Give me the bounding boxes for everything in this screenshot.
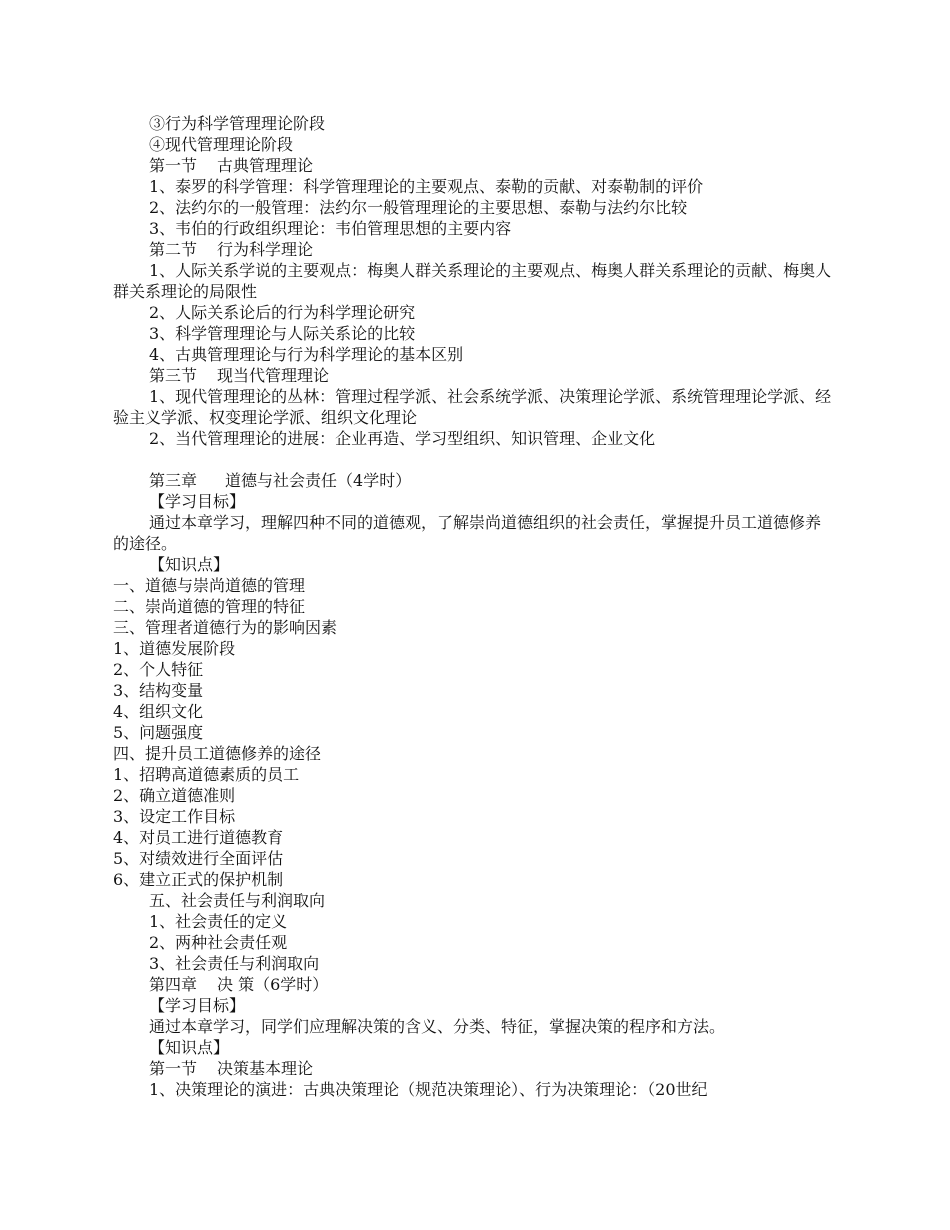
chapter-title: 决 策（6学时） <box>217 975 329 994</box>
paragraph: 1、人际关系学说的主要观点：梅奥人群关系理论的主要观点、梅奥人群关系理论的贡献、梅奥人群关系理论的局限性 <box>113 261 832 301</box>
list-item: 4、对员工进行道德教育 <box>113 828 284 847</box>
blank-line <box>113 449 833 470</box>
text-line: 2、人际关系论后的行为科学理论研究 <box>149 303 416 322</box>
list-item: 1、招聘高道德素质的员工 <box>113 765 300 784</box>
section-label: 第三节 <box>149 366 198 385</box>
list-item: 6、建立正式的保护机制 <box>113 870 284 889</box>
document-body <box>113 113 833 1100</box>
section-heading <box>113 365 833 386</box>
list-item: 3、结构变量 <box>113 681 204 700</box>
text-line: ④现代管理理论阶段 <box>149 135 294 154</box>
list-item: 2、确立道德准则 <box>113 786 236 805</box>
list-item: 三、管理者道德行为的影响因素 <box>113 618 338 637</box>
text-line: 2、法约尔的一般管理：法约尔一般管理理论的主要思想、泰勒与法约尔比较 <box>149 198 688 217</box>
list-item: 3、设定工作目标 <box>113 807 236 826</box>
list-item: 5、问题强度 <box>113 723 204 742</box>
text-line: 1、决策理论的演进：古典决策理论（规范决策理论）、行为决策理论：（20世纪 <box>149 1080 708 1099</box>
section-label: 第一节 <box>149 1059 198 1078</box>
text-line: 4、古典管理理论与行为科学理论的基本区别 <box>149 345 464 364</box>
text-line: 1、泰罗的科学管理：科学管理理论的主要观点、泰勒的贡献、对泰勒制的评价 <box>149 177 704 196</box>
chapter-label: 第三章 <box>149 471 198 490</box>
list-item: 4、组织文化 <box>113 702 204 721</box>
section-label: 第一节 <box>149 156 198 175</box>
section-label: 第二节 <box>149 240 198 259</box>
section-heading: 五、社会责任与利润取向 <box>149 891 326 910</box>
section-heading <box>113 239 833 260</box>
text-line: ③行为科学管理理论阶段 <box>149 114 326 133</box>
list-item: 2、个人特征 <box>113 660 204 679</box>
knowledge-heading: 【知识点】 <box>149 1038 230 1057</box>
list-item: 2、两种社会责任观 <box>149 933 288 952</box>
text-line: 3、科学管理理论与人际关系论的比较 <box>149 324 416 343</box>
knowledge-heading: 【知识点】 <box>149 555 230 574</box>
section-heading <box>113 1058 833 1079</box>
list-item: 1、社会责任的定义 <box>149 912 288 931</box>
list-item: 二、崇尚道德的管理的特征 <box>113 597 306 616</box>
text-line: 3、韦伯的行政组织理论：韦伯管理思想的主要内容 <box>149 219 512 238</box>
chapter-heading <box>113 470 833 491</box>
list-item: 5、对绩效进行全面评估 <box>113 849 284 868</box>
list-item: 一、道德与崇尚道德的管理 <box>113 576 306 595</box>
chapter-title: 道德与社会责任（4学时） <box>225 471 412 490</box>
chapter-heading <box>113 974 833 995</box>
goal-heading: 【学习目标】 <box>149 996 246 1015</box>
list-item: 3、社会责任与利润取向 <box>149 954 320 973</box>
section-title: 古典管理理论 <box>217 156 314 175</box>
goal-heading: 【学习目标】 <box>149 492 246 511</box>
list-item: 1、道德发展阶段 <box>113 639 236 658</box>
text-line: 2、当代管理理论的进展：企业再造、学习型组织、知识管理、企业文化 <box>149 429 656 448</box>
chapter-label: 第四章 <box>149 975 198 994</box>
section-heading <box>113 155 833 176</box>
goal-paragraph: 通过本章学习，理解四种不同的道德观，了解崇尚道德组织的社会责任，掌握提升员工道德修养的途径。 <box>113 513 822 553</box>
paragraph: 1、现代管理理论的丛林：管理过程学派、社会系统学派、决策理论学派、系统管理理论学派、经验主义学派、权变理论学派、组织文化理论 <box>113 387 832 427</box>
section-title: 现当代管理理论 <box>217 366 330 385</box>
list-item: 四、提升员工道德修养的途径 <box>113 744 322 763</box>
section-title: 决策基本理论 <box>217 1059 314 1078</box>
section-title: 行为科学理论 <box>217 240 314 259</box>
goal-paragraph: 通过本章学习，同学们应理解决策的含义、分类、特征，掌握决策的程序和方法。 <box>149 1017 726 1036</box>
